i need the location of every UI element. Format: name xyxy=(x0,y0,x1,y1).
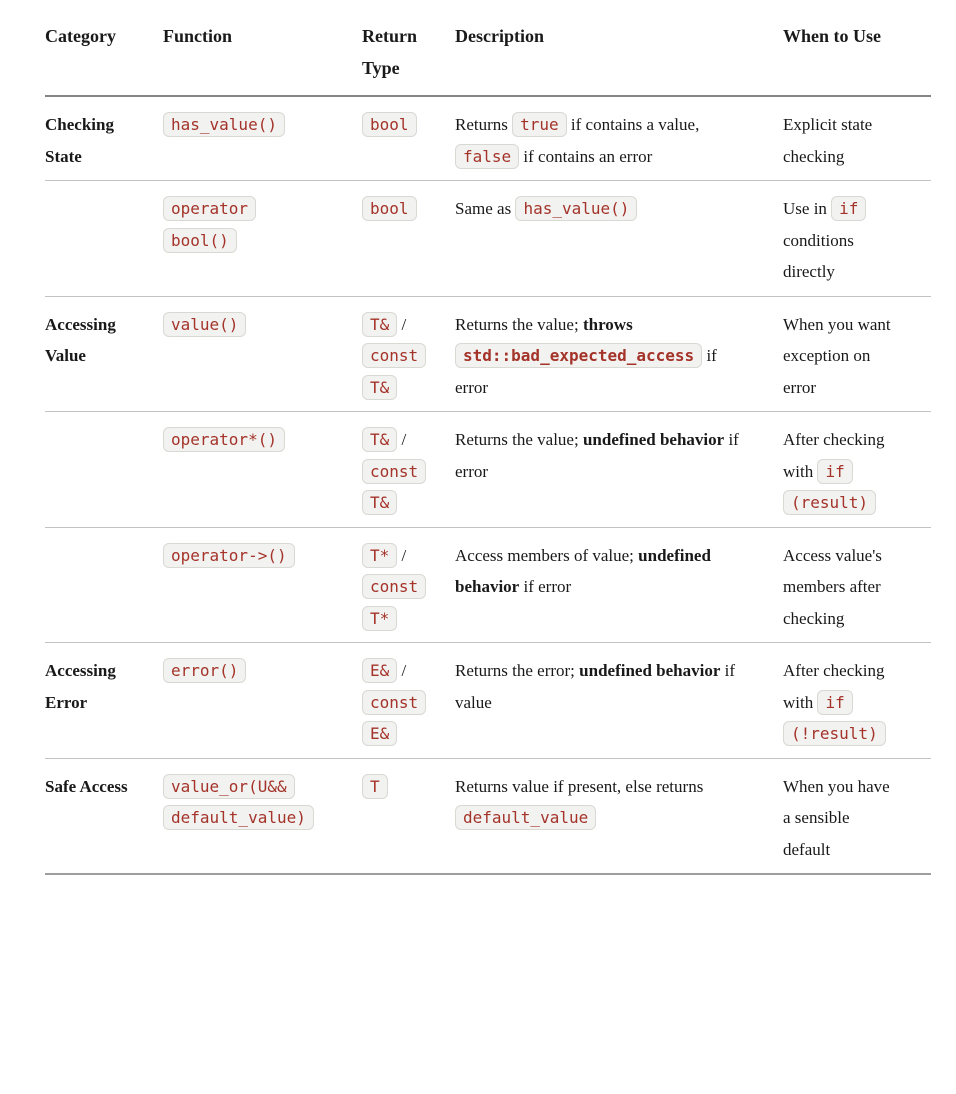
bold-text: Accessing Value xyxy=(45,314,116,365)
inline-code: T& xyxy=(362,427,397,452)
inline-code: true xyxy=(512,112,567,137)
inline-code: const T& xyxy=(362,459,426,516)
cell-category-row1 xyxy=(45,96,163,181)
cell-when_to_use-row6: After checking with if (!result) xyxy=(783,643,931,759)
column-header-when_to_use: When to Use xyxy=(783,20,931,96)
bold-text: undefined behavior xyxy=(579,661,721,680)
inline-code: value() xyxy=(163,312,246,337)
api-reference-table xyxy=(45,20,931,875)
cell-category-row4 xyxy=(45,412,163,528)
inline-code: default_value xyxy=(455,805,596,830)
table-row xyxy=(45,96,931,181)
column-header-category: Category xyxy=(45,20,163,96)
inline-code: error() xyxy=(163,658,246,683)
table-row xyxy=(45,643,931,759)
cell-category-row3 xyxy=(45,296,163,412)
inline-code: bool xyxy=(362,196,417,221)
header-row xyxy=(45,20,931,96)
inline-code: operator*() xyxy=(163,427,285,452)
table-header xyxy=(45,20,931,96)
cell-return_type-row7 xyxy=(362,758,455,874)
cell-category-row2 xyxy=(45,181,163,297)
cell-description-row5: Access members of value; undefined behavior if error xyxy=(455,545,711,596)
bold-text: throws xyxy=(582,314,633,334)
inline-code: const T* xyxy=(362,574,426,631)
inline-code: const E& xyxy=(362,690,426,747)
cell-return_type-row3: T& / const T& xyxy=(362,296,455,412)
cell-when_to_use-row5: Access value's members after checking xyxy=(783,545,882,628)
inline-code: const T& xyxy=(362,343,426,400)
inline-code: bool xyxy=(362,112,417,137)
cell-description-row1: Returns true if contains a value, false if contains an error xyxy=(455,96,783,181)
column-header-return_type: Return Type xyxy=(362,20,455,96)
cell-when_to_use-row1: Explicit state checking xyxy=(783,115,873,166)
table-row xyxy=(45,758,931,874)
cell-return_type-row5: T* / const T* xyxy=(362,527,455,643)
cell-when_to_use-row4: After checking with if (result) xyxy=(783,412,931,528)
table-row xyxy=(45,296,931,412)
table-row xyxy=(45,181,931,297)
cell-function-row1 xyxy=(163,96,362,181)
cell-description-row6: Returns the error; undefined behavior if value xyxy=(455,661,736,712)
column-header-function: Function xyxy=(163,20,362,96)
inline-code: has_value() xyxy=(515,196,637,221)
cell-category-row5 xyxy=(45,527,163,643)
cell-return_type-row4: T& / const T& xyxy=(362,412,455,528)
cell-description-row7: Returns value if present, else returns default_value xyxy=(455,758,783,874)
cell-function-row2 xyxy=(163,181,362,297)
cell-when_to_use-row7: When you have a sensible default xyxy=(783,776,890,859)
cell-when_to_use-row3: When you want exception on error xyxy=(783,314,891,397)
bold-text: Accessing Error xyxy=(45,661,116,712)
inline-code: operator bool() xyxy=(163,196,256,253)
cell-return_type-row2 xyxy=(362,181,455,297)
cell-category-row7 xyxy=(45,758,163,874)
cell-description-row2: Same as has_value() xyxy=(455,181,783,297)
inline-code: E& xyxy=(362,658,397,683)
cell-description-row4: Returns the value; undefined behavior if error xyxy=(455,430,739,481)
cell-description-row3: Returns the value; throws std::bad_expected_access if error xyxy=(455,314,717,397)
bold-text: undefined behavior xyxy=(582,430,725,449)
inline-code: T xyxy=(362,774,388,799)
bold-text: undefined behavior xyxy=(455,545,711,596)
cell-return_type-row1 xyxy=(362,96,455,181)
inline-code: value_or(U&& default_value) xyxy=(163,774,314,831)
bold-text: Safe Access xyxy=(45,776,128,796)
inline-code: T& xyxy=(362,312,397,337)
inline-code: has_value() xyxy=(163,112,285,137)
cell-function-row3 xyxy=(163,296,362,412)
inline-code: if (result) xyxy=(783,459,876,516)
inline-code: T* xyxy=(362,543,397,568)
inline-code: if (!result) xyxy=(783,690,886,747)
bold-text: Checking State xyxy=(45,115,114,166)
table-row xyxy=(45,527,931,643)
cell-function-row4 xyxy=(163,412,362,528)
table-body xyxy=(45,96,931,874)
column-header-description: Description xyxy=(455,20,783,96)
cell-return_type-row6: E& / const E& xyxy=(362,643,455,759)
inline-code: operator->() xyxy=(163,543,295,568)
cell-category-row6 xyxy=(45,643,163,759)
inline-code: false xyxy=(455,144,519,169)
cell-function-row7 xyxy=(163,758,362,874)
inline-code: std::bad_expected_access xyxy=(455,343,702,368)
cell-when_to_use-row2: Use in if conditions directly xyxy=(783,181,931,297)
cell-function-row6 xyxy=(163,643,362,759)
cell-function-row5 xyxy=(163,527,362,643)
inline-code: if xyxy=(831,196,866,221)
table-row xyxy=(45,412,931,528)
